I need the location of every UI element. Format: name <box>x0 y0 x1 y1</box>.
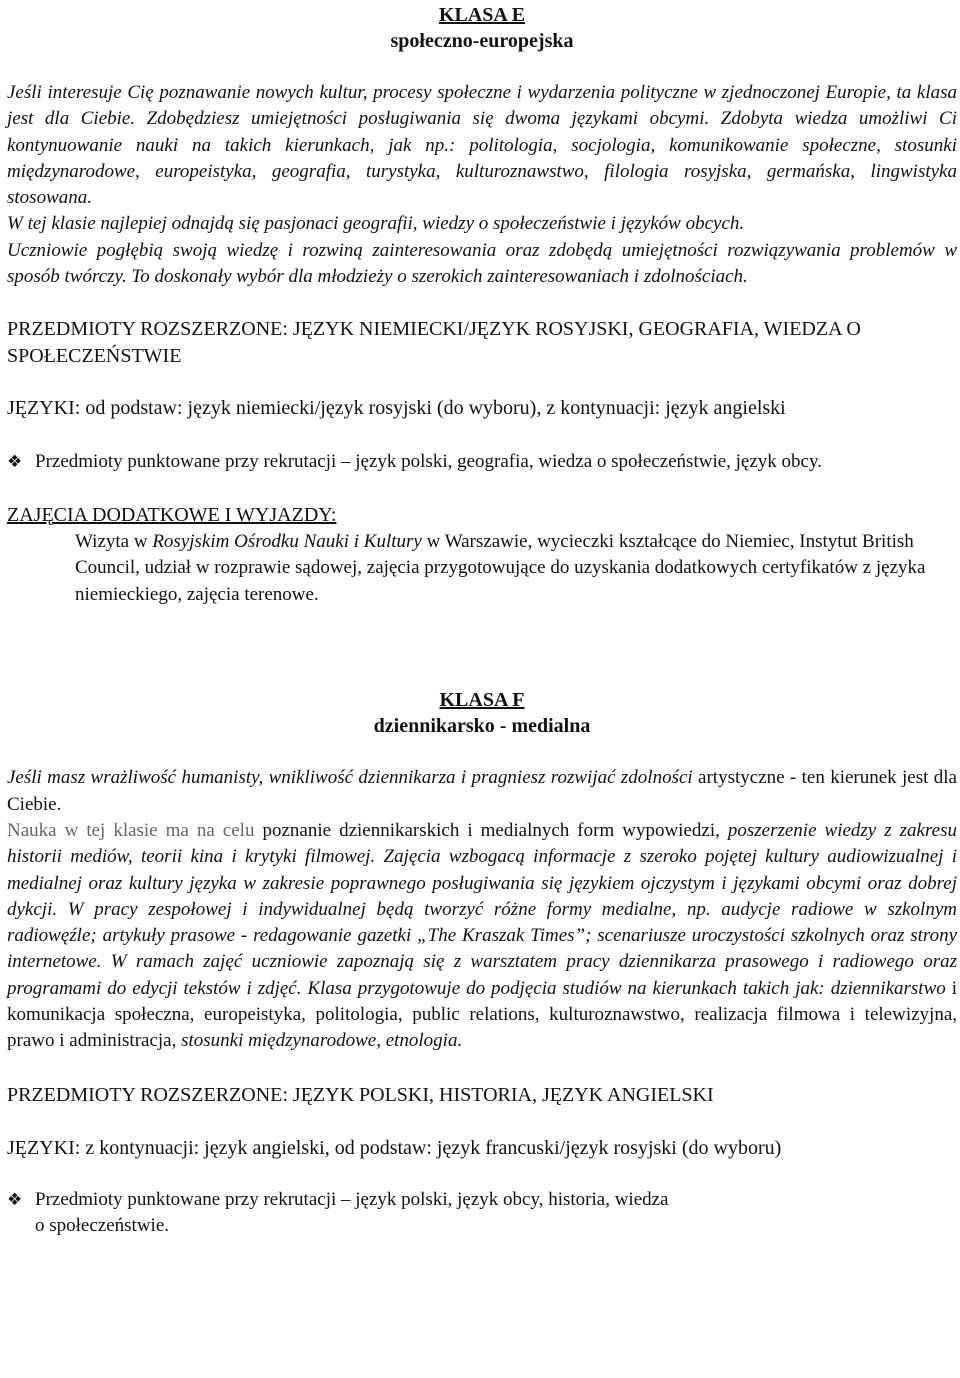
activities-text-c: w Warszawie, wycieczki kształcące do Niemiec, Instytut British Council, udział w rozprawie sądowej, zajęcia przygotowujące do uzyskania dodatkowych certyfikatów z języka niemieckiego, zajęcia terenowe. <box>75 530 926 605</box>
class-e-extended-subjects: PRZEDMIOTY ROZSZERZONE: JĘZYK NIEMIECKI/JĘZYK ROSYJSKI, GEOGRAFIA, WIEDZA O SPOŁECZEŃSTWIE <box>7 318 861 368</box>
class-e-para-3: Uczniowie pogłębią swoją wiedzę i rozwiną zainteresowania oraz zdobędą umiejętności rozwiązywania problemów w sposób twórczy. To doskonały wybór dla młodzieży o szerokich zainteresowaniach i zdolnościach. <box>7 239 957 288</box>
class-f-body-gray: Nauka w tej klasie ma na celu <box>7 819 255 841</box>
class-e-title: KLASA E <box>438 4 526 26</box>
class-f-languages-label: JĘZYKI: <box>7 1136 81 1159</box>
class-f-body-normal: poznanie dziennikarskich i medialnych form wypowiedzi, <box>254 819 720 841</box>
class-f-body-italic: poszerzenie wiedzy z zakresu historii mediów, teorii kina i krytyki filmowej. Zajęcia wzbogacą informacje z szeroko pojętej kultury audiowizualnej i medialnej oraz kultury języka w zakresie poprawnego posługiwania się językiem ojczystym i językami obcymi oraz dobrej dykcji. W pracy zespołowej i indywidualnej będą tworzyć różne formy medialne, np. audycje radiowe w szkolnym radiowęźle; artykuły prasowe - redagowanie gazetki „The Kraszak Times”; scenariusze uroczystości szkolnych oraz strony internetowe. W ramach zajęć uczniowie zapoznają się z warsztatem pracy dziennikarza prasowego i radiowego oraz programami do edycji tekstów i zdjęć. Klasa przygotowuje do podjęcia studiów na kierunkach takich jak: dziennikarstwo <box>7 819 957 999</box>
class-e-languages-text: od podstaw: język niemiecki/język rosyjski (do wyboru), z kontynuacji: język angielski <box>80 397 786 420</box>
activities-text-italic: Rosyjskim Ośrodku Nauki i Kultury <box>152 530 422 552</box>
class-f-body <box>7 818 957 1055</box>
class-f-extended-subjects: PRZEDMIOTY ROZSZERZONE: JĘZYK POLSKI, HISTORIA, JĘZYK ANGIELSKI <box>7 1083 714 1106</box>
class-e-para-2: W tej klasie najlepiej odnajdą się pasjonaci geografii, wiedzy o społeczeństwie i języków obcych. <box>7 213 745 235</box>
class-e-subtitle: społeczno-europejska <box>390 30 574 52</box>
diamond-bullet-icon: ❖ <box>7 1189 23 1210</box>
document-page <box>7 0 957 1240</box>
class-e-activities <box>7 529 957 609</box>
class-f-languages-text: z kontynuacji: język angielski, od podstaw: język francuski/język rosyjski (do wyboru) <box>80 1136 782 1159</box>
class-f-intro <box>7 765 957 818</box>
class-f-fields-normal: i komunikacja społeczna, europeistyka, politologia, public relations, kulturoznawstwo, realizacja filmowa i telewizyjna, prawo i administracja, <box>7 977 957 1052</box>
class-f-scored-subjects <box>7 1187 957 1240</box>
class-e-activities-heading: ZAJĘCIA DODATKOWE I WYJAZDY: <box>7 503 337 526</box>
class-f-scored-subjects-text-2: o społeczeństwie. <box>35 1215 170 1237</box>
class-f-intro-normal: artystyczne - ten kierunek jest dla Ciebie. <box>7 767 957 815</box>
diamond-bullet-icon: ❖ <box>7 452 23 473</box>
class-f-intro-italic: Jeśli masz wrażliwość humanisty, wnikliwość dziennikarza i pragniesz rozwijać zdolności <box>7 767 693 789</box>
class-e-languages <box>7 395 957 422</box>
class-f-fields-italic: stosunki międzynarodowe, etnologia. <box>176 1030 463 1052</box>
activities-text-a: Wizyta w <box>75 530 153 552</box>
class-e-intro-italic: Jeśli interesuje Cię poznawanie nowych kultur, procesy społeczne i wydarzenia polityczne w zjednoczonej Europie, ta klasa jest dla Ciebie. <box>7 82 957 130</box>
class-e-scored-subjects-text: Przedmioty punktowane przy rekrutacji – język polski, geografia, wiedza o społeczeństwie, język obcy. <box>35 451 822 473</box>
class-f-languages <box>7 1135 957 1162</box>
class-e-intro <box>7 80 957 211</box>
class-f-scored-subjects-text: Przedmioty punktowane przy rekrutacji – język polski, język obcy, historia, wiedza <box>35 1188 669 1210</box>
class-f-subtitle: dziennikarsko - medialna <box>373 715 591 738</box>
class-e-intro-italic-2: Zdobędziesz umiejętności posługiwania się dwoma językami obcymi. Zdobyta wiedza umożliwi Ci kontynuowanie nauki na takich kierunkach, jak np.: politologia, socjologia, komunikowanie społeczne, stosunki międzynarodowe, europeistyka, geografia, turystyka, kulturoznawstwo, filologia rosyjska, germańska, lingwistyka stosowana. <box>7 108 957 209</box>
class-e-languages-label: JĘZYKI: <box>7 397 81 420</box>
class-e-scored-subjects <box>7 449 957 476</box>
class-f-title: KLASA F <box>439 689 525 712</box>
